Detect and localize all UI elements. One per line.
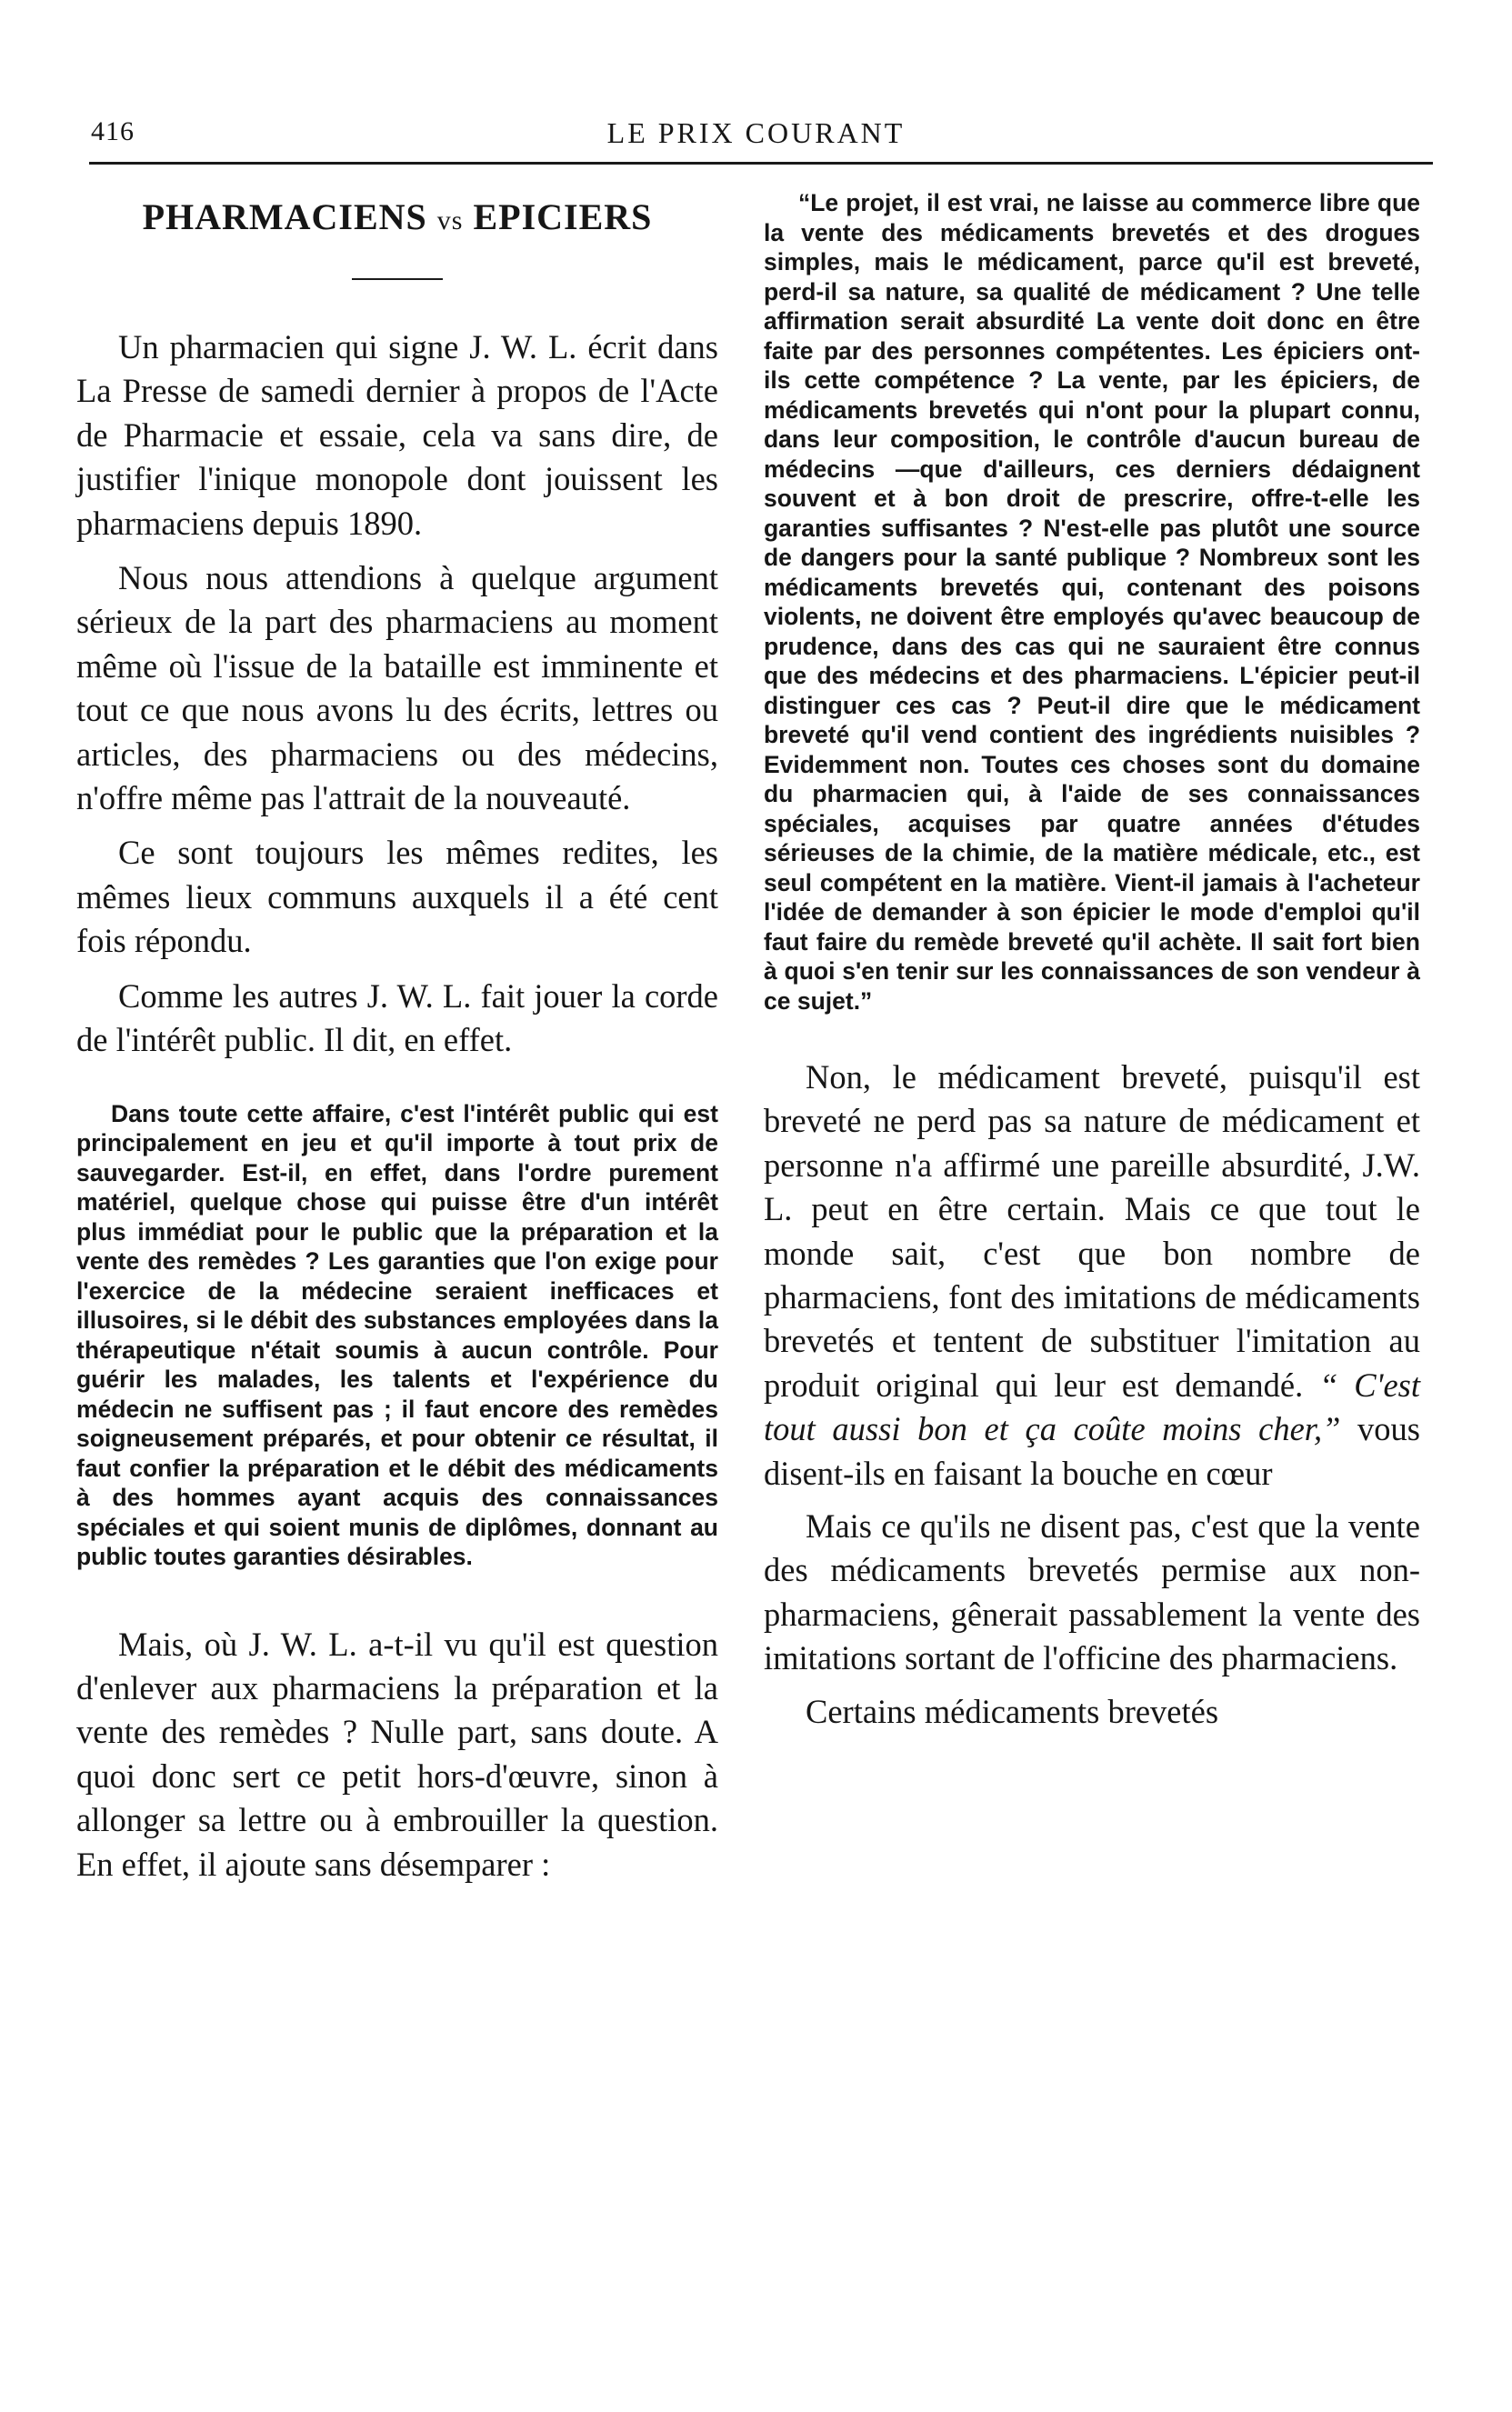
right-body [764,1056,1420,1734]
article-title-vs: vs [436,205,464,235]
page-number: 416 [91,116,135,146]
title-rule [352,278,443,280]
paragraph-non-text-a: Non, le médicament breveté, puisqu'il est breveté ne perd pas sa nature de médicament et personne n'a affirmé une pareille absurdité, J.W. L. peut en être certain. Mais ce que tout le monde sait, c'est que bon nombre de pharmaciens, font des imitations de médicaments brevetés et tentent de substituer l'imitation au produit original qui leur est demandé. [764,1058,1420,1404]
right-column [764,186,1420,1743]
paragraph-non-text-b: vous disent-ils en faisant la bouche en cœur [764,1410,1421,1492]
paragraph-expectation: Nous nous attendions à quelque argument sérieux de la part des pharmaciens au moment même où l'issue de la bataille est imminente et tout ce que nous avons lu des écrits, lettres ou articles, des pharmaciens ou des médecins, n'offre même pas l'attrait de la nouveauté. [76,559,718,817]
article-title-left: PHARMACIENS [142,196,427,237]
paragraph-certains: Certains médicaments brevetés [806,1692,1219,1730]
journal-title: LE PRIX COURANT [606,116,906,149]
paragraph-mais-ce-quils: Mais ce qu'ils ne disent pas, c'est que la vente des médicaments brevetés permise aux non-pharmaciens, gênerait passablement la vente des imitations sortant de l'officine des pharmaciens. [764,1507,1420,1677]
paragraph-redites: Ce sont toujours les mêmes redites, les mêmes lieux communs auxquels il a été cent fois répondu. [76,834,718,960]
running-head [0,116,1512,153]
article-title-right: EPICIERS [473,196,653,237]
header-rule [89,162,1433,165]
quoted-letter-excerpt: Dans toute cette affaire, c'est l'intérêt public qui est principalement en jeu et qu'il importe à tout prix de sauvegarder. Est-il, en effet, dans l'ordre purement matériel, quelque chose qui puisse être d'un intérêt plus immédiat pour le public que la préparation et la vente des remèdes ? Les garanties que l'on exige pour l'exercice de la médecine seraient inefficaces et illusoires, si le débit des substances employées dans la thérapeutique n'était soumis à aucun contrôle. Pour guérir les malades, les talents et l'expérience du médecin ne suffisent pas ; il faut encore des remèdes soigneusement préparés, et pour obtenir ce résultat, il faut confier la préparation et le débit des médicaments à des hommes ayant acquis des connaissances spéciales et qui soient munis de diplômes, donnant au public toutes garanties désirables. [76,1099,718,1570]
paragraph-intro: Un pharmacien qui signe J. W. L. écrit dans La Presse de samedi dernier à propos de l'Acte de Pharmacie et essaie, cela va sans dire, de justifier l'inique monopole dont jouissent les pharmaciens depuis 1890. [76,328,718,542]
paragraph-non-le-medicament [764,1056,1420,1496]
italic-quote: “ C'est tout aussi bon et ça coûte moins cher,” [764,1366,1420,1448]
left-column [76,186,718,1897]
article-title [76,195,718,238]
paragraph-interet-public: Comme les autres J. W. L. fait jouer la corde de l'intérêt public. Il dit, en effet. [76,976,718,1059]
quoted-letter-continuation: “Le projet, il est vrai, ne laisse au commerce libre que la vente des médicaments brevetés et des drogues simples, mais le médicament, parce qu'il est breveté, perd-il sa nature, sa qualité de médicament ? Une telle affirmation serait absurdité La vente doit donc en être faite par des personnes compétentes. Les épiciers ont-ils cette compétence ? La vente, par les épiciers, de médicaments brevetés qui n'ont pour la plupart connu, dans leur composition, le contrôle d'aucun bureau de médecins —que d'ailleurs, ces derniers dédaignent souvent et à bon droit de prescrire, offre-t-elle les garanties suffisantes ? N'est-elle pas plutôt une source de dangers pour la santé publique ? Nombreux sont les médicaments brevetés qui, contenant des poisons violents, ne doivent être employés qu'avec beaucoup de prudence, dans des cas qui ne sauraient être connus que des médecins et des pharmaciens. L'épicier peut-il distinguer ces cas ? Peut-il dire que le médicament breveté qu'il vend contient des ingrédients nuisibles ? Evidemment non. Toutes ces choses sont du domaine du pharmacien qui, à l'aide de ses connaissances spéciales, acquises par quatre années d'études sérieuses de la chimie, de la matière médicale, etc., est seul compétent en la matière. Vient-il jamais à l'acheteur l'idée de demander à son épicier le mode d'emploi qu'il faut faire du remède breveté qu'il achète. Il sait fort bien à quoi s'en tenir sur les connaissances de son vendeur à ce sujet.” [764,189,1420,1015]
paragraph-mais-ou: Mais, où J. W. L. a-t-il vu qu'il est question d'enlever aux pharmaciens la préparation et la vente des remèdes ? Nulle part, sans doute. A quoi donc sert ce petit hors-d'œuvre, sinon à allonger sa lettre ou à embrouiller la question. En effet, il ajoute sans désemparer : [76,1625,718,1883]
